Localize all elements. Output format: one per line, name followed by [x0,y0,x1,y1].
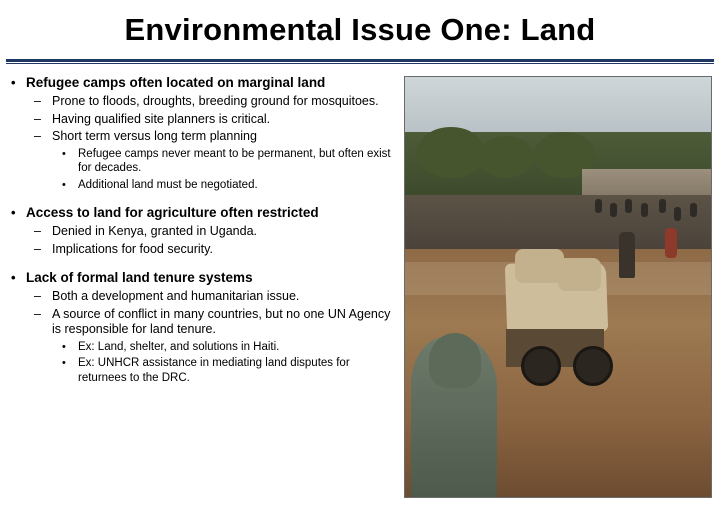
dash-bullet-icon: – [34,129,41,143]
list-item-label: Denied in Kenya, granted in Uganda. [52,224,258,238]
list-item [8,269,400,286]
list-item-label: Access to land for agriculture often restricted [26,205,319,220]
bullet-icon: • [11,205,16,220]
list-item [8,74,400,91]
bullet-icon: • [62,178,66,191]
dash-bullet-icon: – [34,224,41,238]
photo-person [659,199,666,213]
list-item [56,340,400,355]
list-item [30,224,400,240]
dash-bullet-icon: – [34,241,41,256]
dash-bullet-icon: – [34,289,41,303]
list-item-label: Lack of formal land tenure systems [26,270,253,285]
bullet-icon: • [11,270,16,285]
spacer [8,262,400,269]
sub-sub-list [56,340,400,386]
list-item-label: Having qualified site planners is critical. [52,111,271,126]
photo-person [595,199,602,213]
list-item [30,242,400,258]
photo-person [625,199,632,213]
list-item [30,94,400,110]
photo-tree [417,127,484,177]
list-item-label: A source of conflict in many countries, but no one UN Agency is responsible for land tenure. [52,306,391,336]
title-divider-secondary [6,63,714,64]
list-item-label: Refugee camps never meant to be permanent, but often exist for decades. [78,147,391,174]
dash-bullet-icon: – [34,94,41,108]
dash-bullet-icon: – [34,306,41,321]
list-item [30,129,400,145]
photo-foreground-woman-head [429,333,481,388]
list-item [30,289,400,305]
list-item [56,147,400,176]
sub-sub-list [56,147,400,193]
photo-person [641,203,648,217]
bullet-icon: • [62,340,66,353]
list-item [56,178,400,193]
list-item-label: Implications for food security. [52,241,213,256]
bullet-icon: • [11,75,16,90]
list-item-label: Short term versus long term planning [52,129,257,143]
list-item-label: Ex: UNHCR assistance in mediating land disputes for returnees to the DRC. [78,357,350,384]
photo-person [665,228,677,258]
list-item [8,204,400,221]
bullet-list [8,74,400,385]
slide-photo [404,76,712,498]
list-item [30,112,400,128]
content-body [8,74,400,504]
photo-sack [558,258,601,292]
spacer [8,197,400,204]
sub-list [30,224,400,257]
photo-cart-wheel [521,346,561,386]
page-title: Environmental Issue One: Land [124,12,596,47]
photo-person-pushing-cart [619,232,635,278]
photo-cart-wheel [573,346,613,386]
list-item [56,356,400,385]
photo-person [674,207,681,221]
list-item-label: Additional land must be negotiated. [78,178,258,191]
bullet-icon: • [62,357,66,369]
sub-list [30,289,400,385]
bullet-icon: • [62,147,66,160]
sub-list [30,94,400,192]
photo-person [610,203,617,217]
title-area [0,8,720,66]
dash-bullet-icon: – [34,111,41,126]
list-item-label: Ex: Land, shelter, and solutions in Haiti. [78,340,280,353]
title-divider [6,59,714,62]
photo-tree [478,136,533,178]
photo-person [690,203,697,217]
list-item-label: Refugee camps often located on marginal land [26,75,326,90]
list-item-label: Prone to floods, droughts, breeding ground for mosquitoes. [52,94,379,108]
list-item-label: Both a development and humanitarian issue. [52,289,300,303]
photo-sack [515,249,564,283]
list-item [30,307,400,338]
